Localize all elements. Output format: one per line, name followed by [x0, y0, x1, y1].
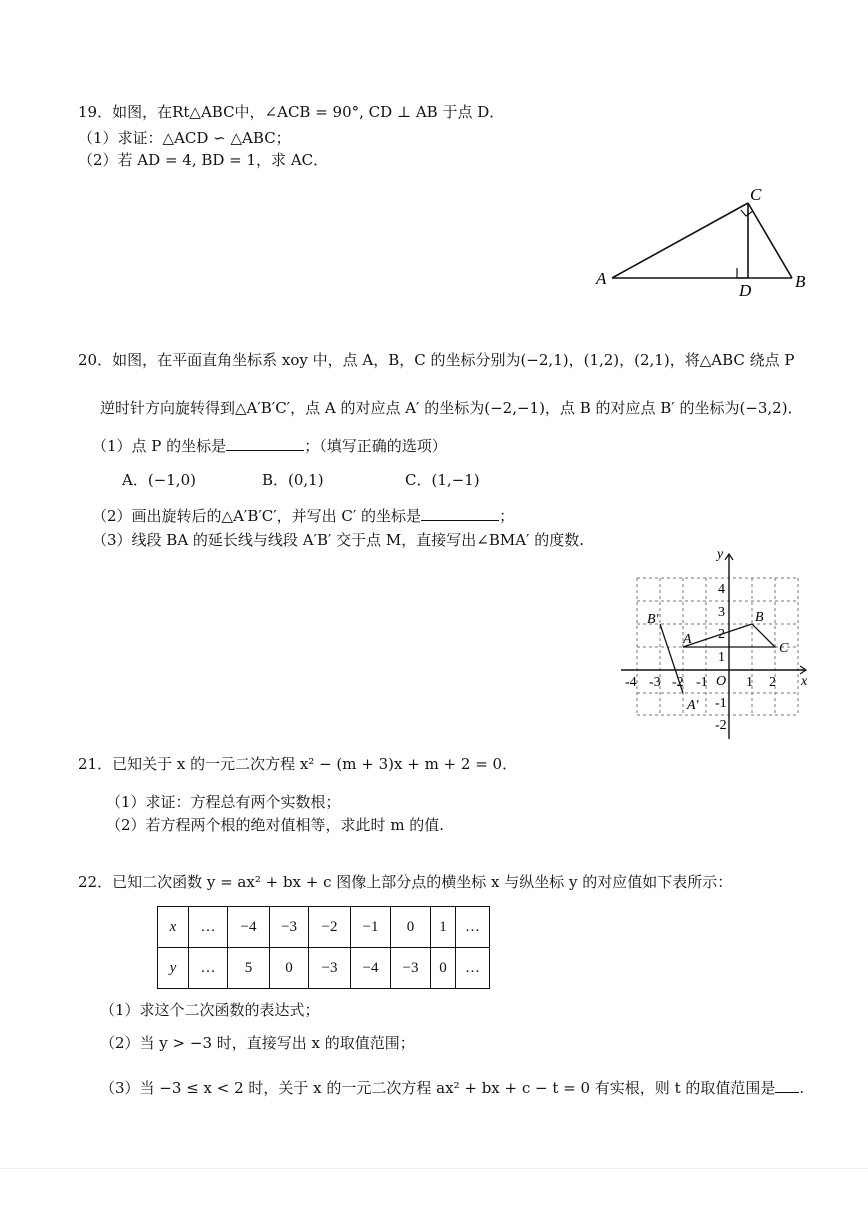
q19-line1: 19．如图，在Rt△ABC中，∠ACB = 90°, CD ⊥ AB 于点 D．	[78, 103, 505, 121]
q22-line1: 22．已知二次函数 y = ax² + bx + c 图像上部分点的横坐标 x 与纵坐标 y 的对应值如下表所示：	[78, 873, 733, 891]
table-cell: …	[456, 907, 490, 948]
x-tick: -4	[625, 675, 637, 690]
table-cell: …	[189, 907, 228, 948]
label-b: B	[795, 272, 806, 291]
q21-line3: （2）若方程两个根的绝对值相等，求此时 m 的值.	[106, 816, 445, 834]
table-cell: 0	[270, 948, 309, 989]
q22-part3-text: （3）当 −3 ≤ x < 2 时，关于 x 的一元二次方程 ax² + bx + c − t = 0 有实根，则 t 的取值范围是	[100, 1079, 776, 1097]
q20-part2-text: （2）画出旋转后的△A′B′C′，并写出 C′ 的坐标是	[92, 507, 422, 525]
table-cell: −1	[351, 907, 391, 948]
label-d: D	[739, 281, 752, 300]
table-cell: …	[456, 948, 490, 989]
option-a: A．(−1,0)	[122, 471, 196, 489]
origin-label: O	[716, 674, 727, 689]
table-cell: 0	[391, 907, 431, 948]
q19-line2: （1）求证：△ACD ∽ △ABC；	[78, 129, 291, 147]
table-cell: −3	[270, 907, 309, 948]
option-b: B．(0,1)	[262, 471, 324, 489]
q22-line2: （1）求这个二次函数的表达式；	[100, 1001, 320, 1019]
table-cell: x	[158, 907, 189, 948]
y-tick: 1	[718, 650, 725, 665]
table-cell: −4	[351, 948, 391, 989]
x-tick: 2	[769, 675, 776, 690]
q22-part3-end: .	[799, 1079, 805, 1097]
q22-line3: （2）当 y > −3 时，直接写出 x 的取值范围；	[100, 1034, 415, 1052]
label-a: A	[596, 269, 607, 288]
point-b-prime-label: B′	[647, 612, 659, 627]
answer-blank-p[interactable]	[226, 436, 304, 451]
q20-part3: （3）线段 BA 的延长线与线段 A′B′ 交于点 M，直接写出∠BMA′ 的度数.	[92, 531, 584, 549]
q19-line3: （2）若 AD = 4, BD = 1，求 AC．	[78, 151, 329, 169]
y-tick: 2	[718, 627, 725, 642]
x-tick: -2	[672, 675, 684, 690]
y-axis-label: y	[717, 547, 724, 562]
x-tick: -3	[649, 675, 661, 690]
x-axis-label: x	[801, 674, 808, 689]
table-cell: 5	[228, 948, 270, 989]
coordinate-grid-figure	[615, 545, 815, 745]
table-cell: −3	[391, 948, 431, 989]
y-tick: -1	[715, 696, 727, 711]
table-cell: y	[158, 948, 189, 989]
table-cell: −2	[309, 907, 351, 948]
x-tick: 1	[746, 675, 753, 690]
q20-part2	[92, 506, 514, 526]
table-cell: 1	[431, 907, 456, 948]
table-cell: −3	[309, 948, 351, 989]
table-row	[158, 948, 490, 989]
y-tick: -2	[715, 718, 727, 733]
q21-line2: （1）求证：方程总有两个实数根；	[106, 793, 341, 811]
page-bottom-divider	[0, 1168, 868, 1169]
q22-line4	[100, 1078, 804, 1098]
point-a-label: A	[683, 632, 692, 647]
option-c: C．(1,−1)	[405, 471, 480, 489]
table-cell: …	[189, 948, 228, 989]
q20-part2-end: ；	[499, 507, 515, 525]
q19-triangle-figure	[590, 180, 820, 300]
point-c-label: C	[779, 641, 789, 656]
point-b-label: B	[755, 610, 764, 625]
table-row	[158, 907, 490, 948]
y-tick: 3	[718, 605, 725, 620]
x-tick: -1	[696, 675, 708, 690]
q20-part1-hint: ；（填写正确的选项）	[304, 437, 447, 455]
q20-part1	[92, 436, 447, 456]
value-table	[157, 906, 490, 989]
table-cell: −4	[228, 907, 270, 948]
table-cell: 0	[431, 948, 456, 989]
answer-blank-t[interactable]	[775, 1078, 799, 1093]
q20-line1: 20．如图，在平面直角坐标系 xoy 中，点 A，B，C 的坐标分别为(−2,1)，(1,2)，(2,1)，将△ABC 绕点 P	[78, 351, 795, 369]
label-c: C	[750, 185, 762, 204]
answer-blank-c-prime[interactable]	[421, 506, 499, 521]
q20-part1-text: （1）点 P 的坐标是	[92, 437, 227, 455]
q20-line2: 逆时针方向旋转得到△A′B′C′，点 A 的对应点 A′ 的坐标为(−2,−1)，点 B 的对应点 B′ 的坐标为(−3,2)．	[100, 399, 803, 417]
q21-line1: 21．已知关于 x 的一元二次方程 x² − (m + 3)x + m + 2 = 0．	[78, 755, 518, 773]
y-tick: 4	[718, 582, 725, 597]
point-a-prime-label: A′	[687, 698, 699, 713]
